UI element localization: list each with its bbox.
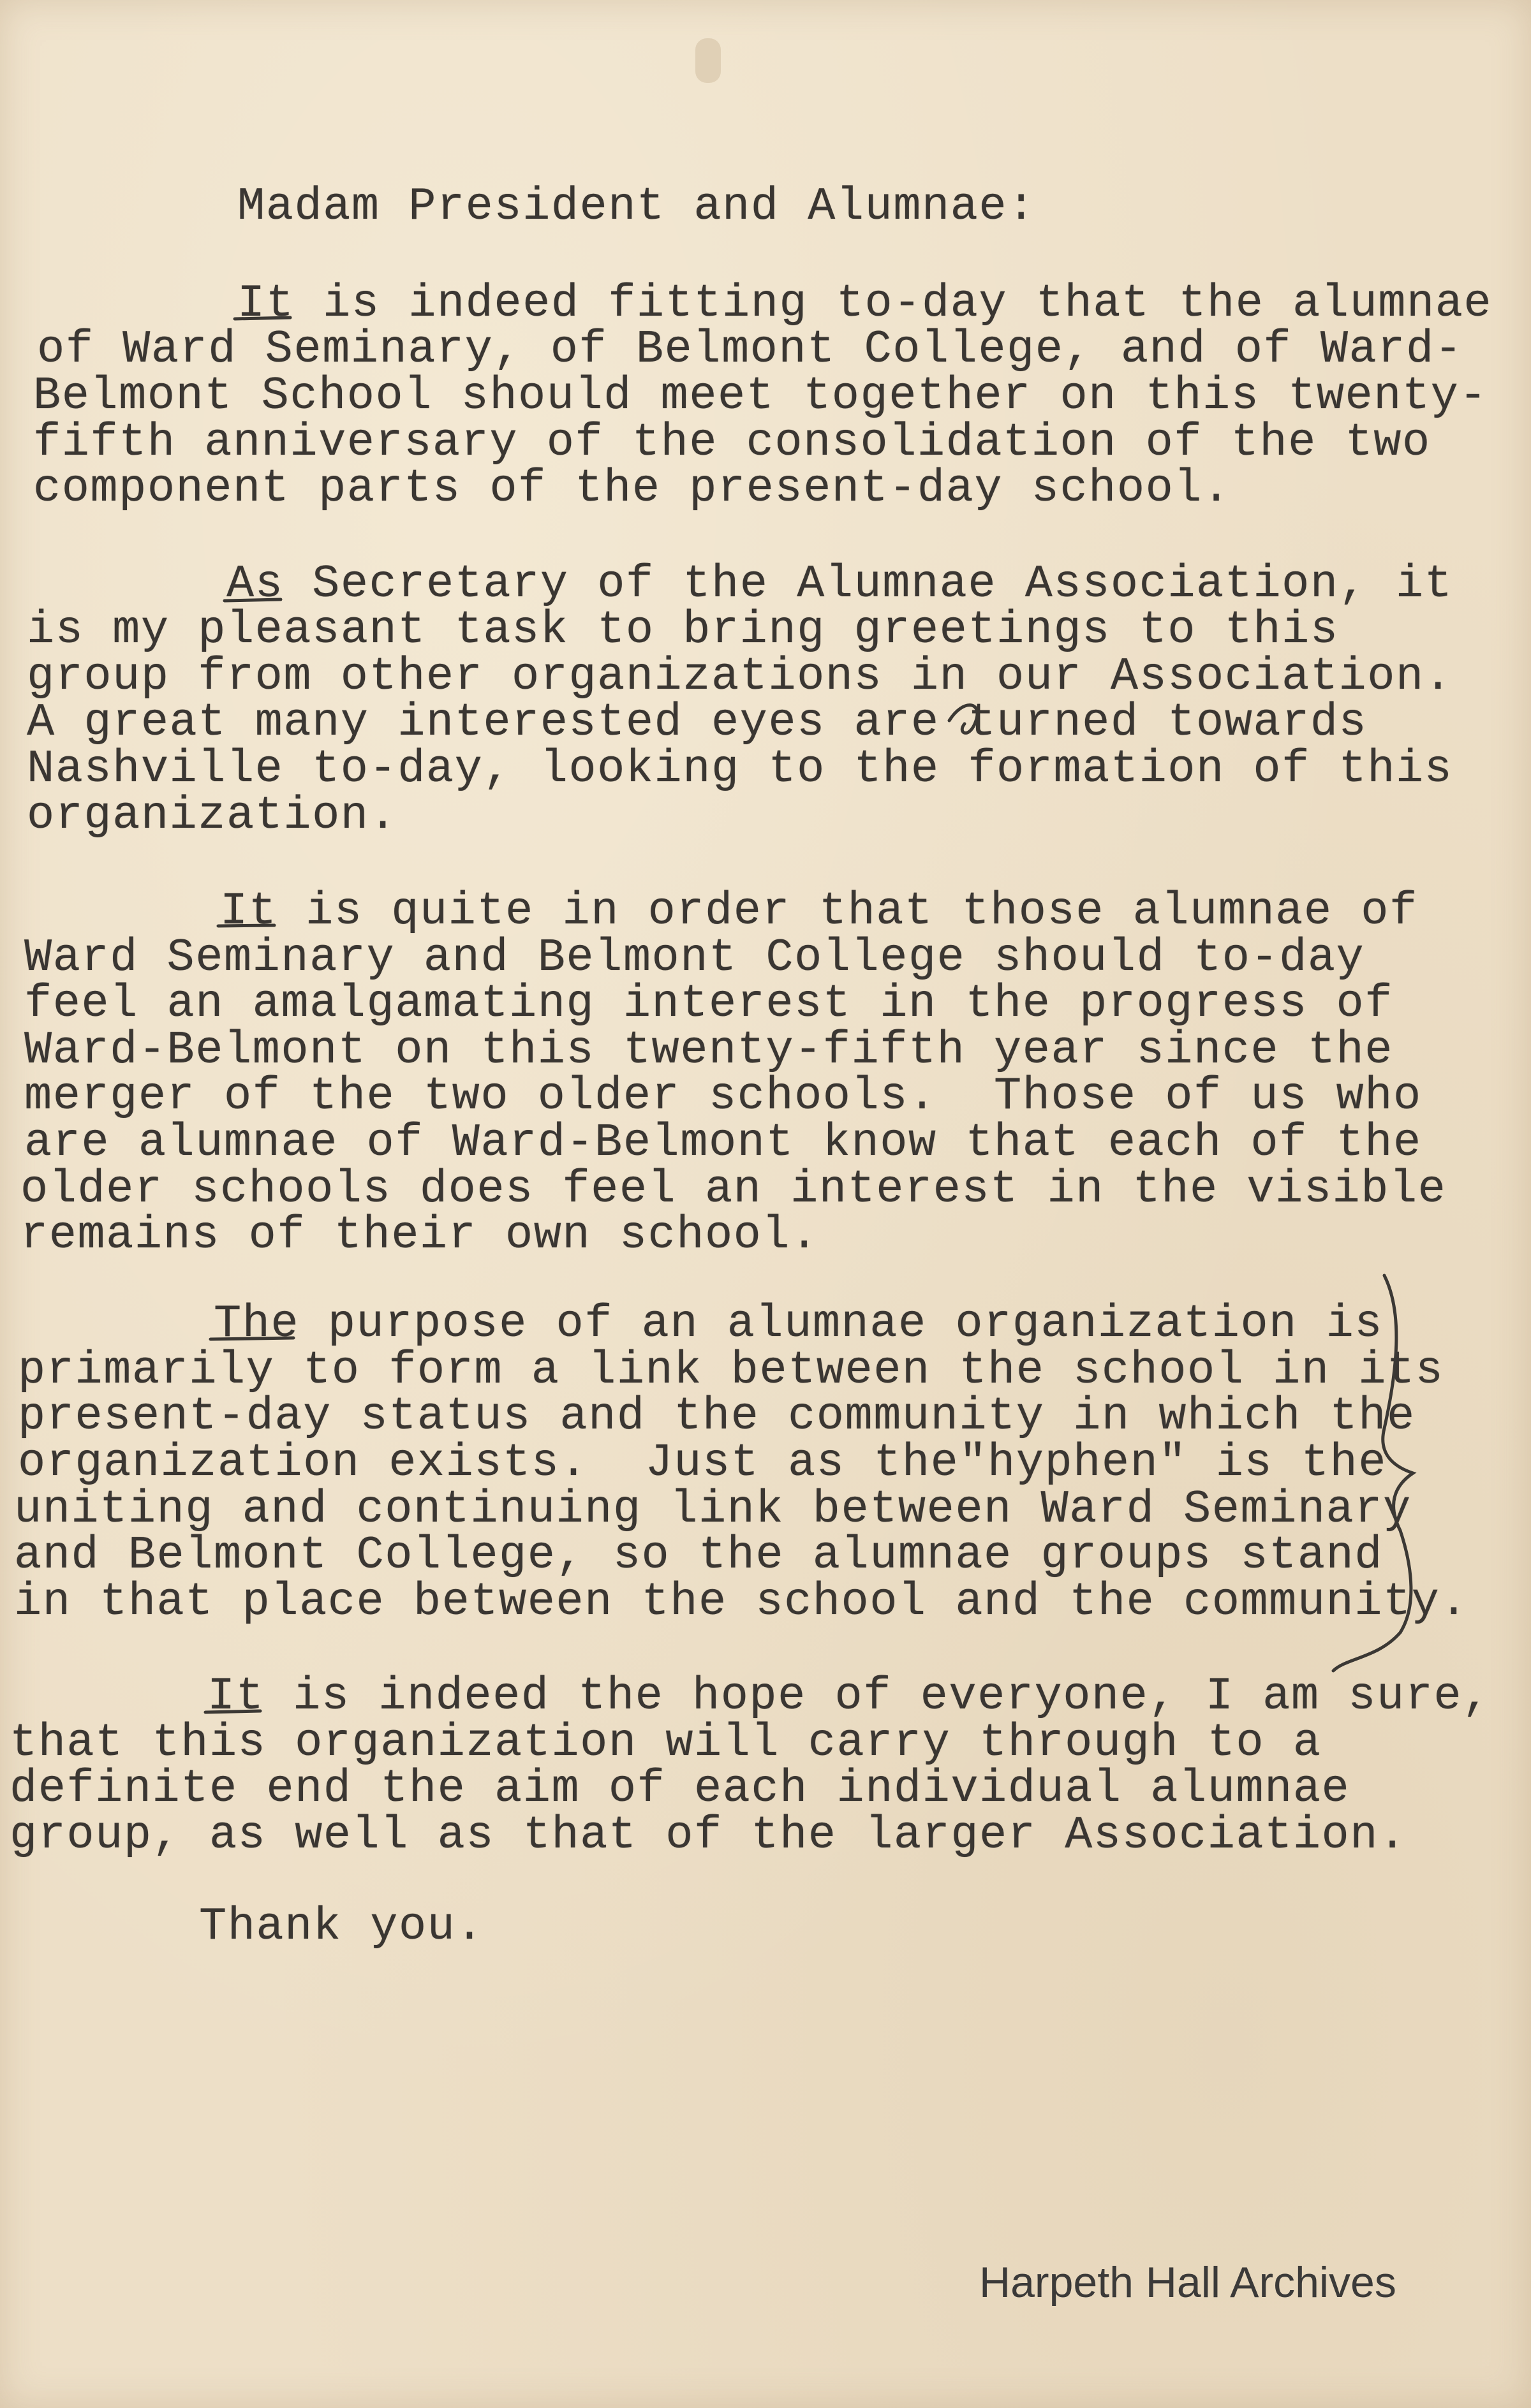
p3-line-2: Ward Seminary and Belmont College should to-day [24, 932, 1365, 984]
closing: Thank you. [199, 1900, 485, 1953]
p3-line-3: feel an amalgamating interest in the progress of [24, 978, 1393, 1030]
p1-line-5: component parts of the present-day school. [33, 462, 1231, 515]
correction-loop-mark [949, 705, 977, 733]
p4-line-3: present-day status and the community in which the [18, 1390, 1416, 1443]
p3-line-6: are alumnae of Ward-Belmont know that each of the [24, 1117, 1422, 1169]
p3-line-7: older schools does feel an interest in the visible [20, 1163, 1447, 1215]
p3-line-5: merger of the two older schools. Those of us who [24, 1070, 1422, 1122]
reverse-bleed-through [217, 1862, 745, 1905]
p4-line-6: and Belmont College, so the alumnae groups stand [14, 1529, 1383, 1582]
p2-line-5: Nashville to-day, looking to the formation of this [27, 743, 1453, 795]
p2-line-3: group from other organizations in our Association. [27, 650, 1453, 703]
p1-line-2: of Ward Seminary, of Belmont College, and of Ward- [37, 323, 1463, 376]
underline-mark-5 [205, 1711, 260, 1712]
p4-line-7: in that place between the school and the community. [14, 1576, 1469, 1628]
p3-line-1: It is quite in order that those alumnae of [220, 885, 1418, 937]
p4-line-5: uniting and continuing link between Ward Seminary [14, 1483, 1412, 1536]
p5-line-2: that this organization will carry through to a [10, 1717, 1322, 1769]
salutation: Madam President and Alumnae: [237, 180, 1036, 233]
p5-line-3: definite end the aim of each individual alumnae [10, 1763, 1350, 1815]
p2-line-2: is my pleasant task to bring greetings to this [27, 604, 1339, 656]
p5-line-4: group, as well as that of the larger Association. [10, 1809, 1407, 1861]
p5-line-1: It is indeed the hope of everyone, I am sure, [207, 1670, 1491, 1722]
p1-line-4: fifth anniversary of the consolidation of the two [33, 416, 1431, 469]
p1-line-1: It is indeed fitting to-day that the alumnae [237, 277, 1493, 330]
p4-line-1: The purpose of an alumnae organization is [214, 1298, 1383, 1350]
underline-mark-3 [218, 925, 274, 926]
p1-line-3: Belmont School should meet together on this twenty- [33, 370, 1488, 422]
underline-mark-2 [225, 599, 281, 601]
p2-line-1: As Secretary of the Alumnae Association, it [226, 558, 1453, 610]
p2-line-6: organization. [27, 789, 398, 842]
p3-line-4: Ward-Belmont on this twenty-fifth year since the [24, 1024, 1393, 1076]
p4-line-4: organization exists. Just as the"hyphen" is the [18, 1437, 1387, 1489]
p4-line-2: primarily to form a link between the school in its [18, 1344, 1444, 1397]
p3-line-8: remains of their own school. [20, 1209, 819, 1261]
margin-bracket-mark [1333, 1275, 1413, 1671]
p2-line-4: A great many interested eyes are turned towards [27, 696, 1368, 749]
underline-mark-4 [211, 1338, 293, 1339]
underline-mark-1 [235, 318, 290, 319]
archive-watermark: Harpeth Hall Archives [979, 2258, 1396, 2307]
